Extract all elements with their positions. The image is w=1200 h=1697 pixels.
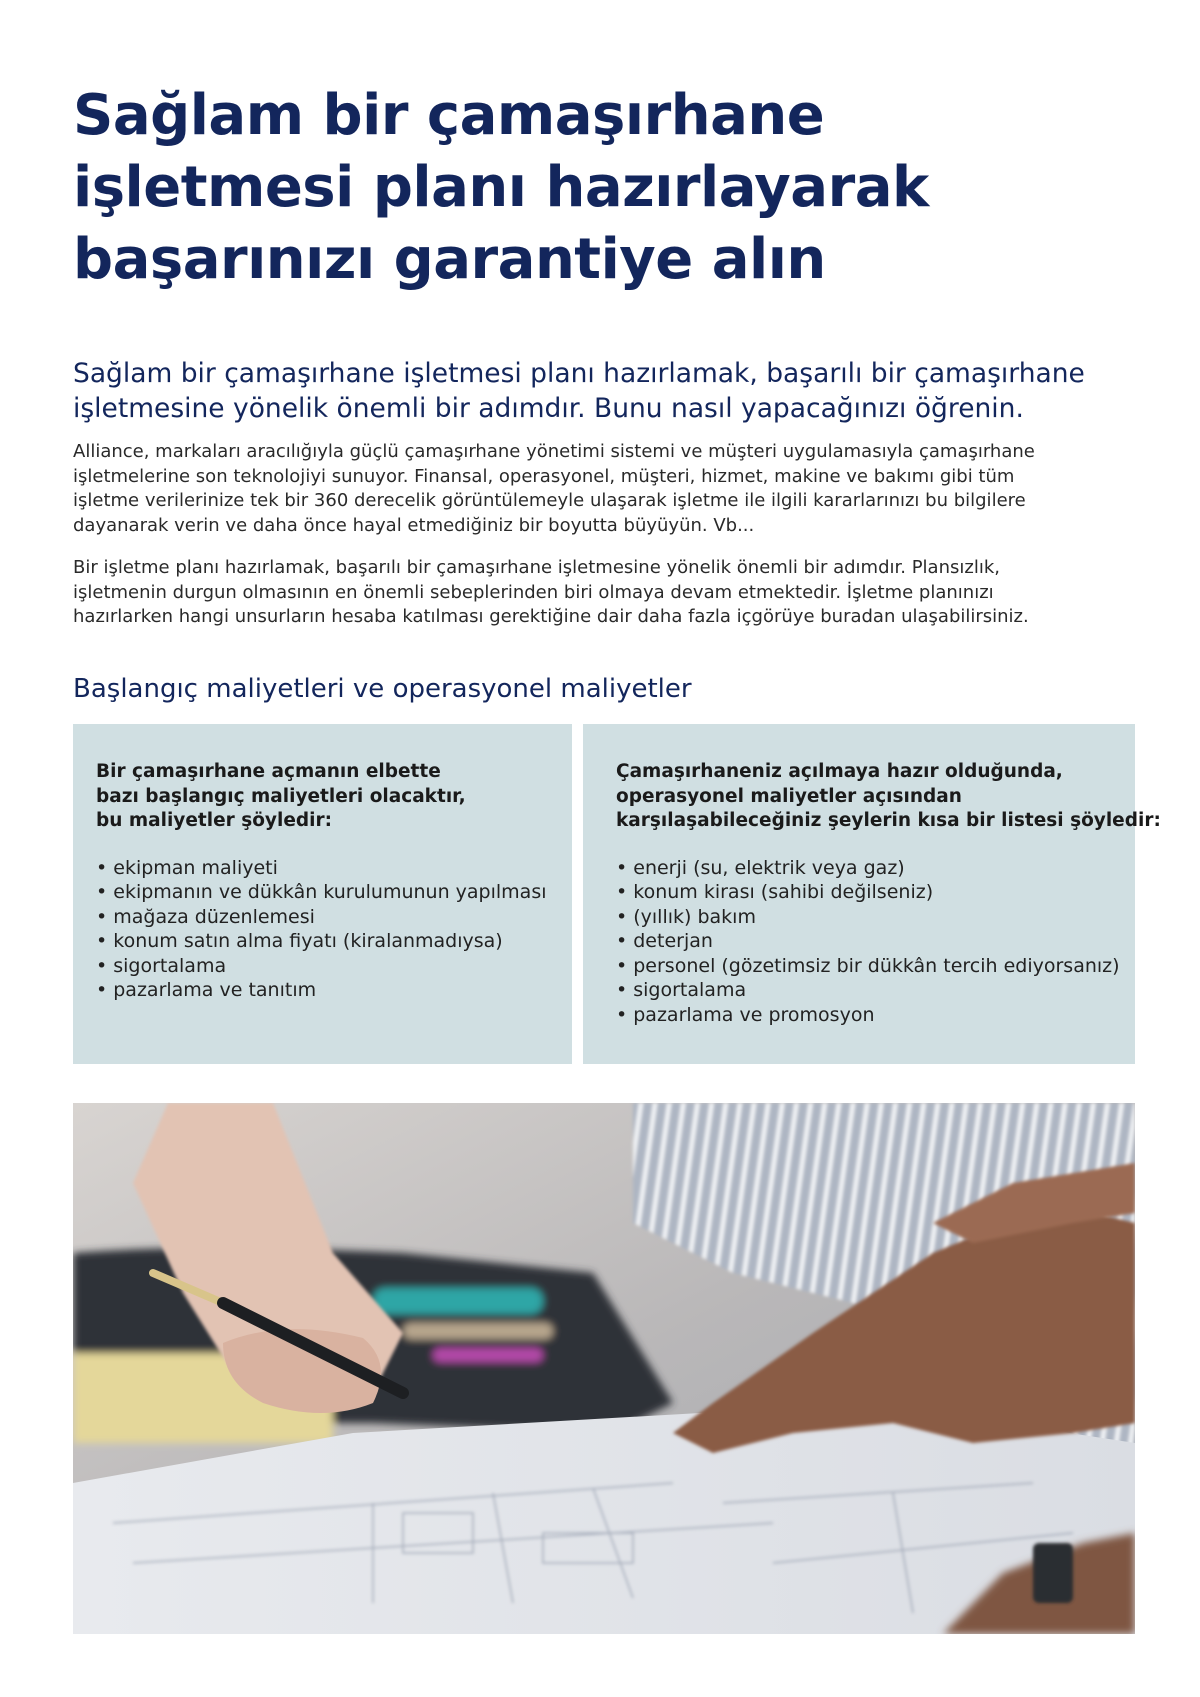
list-item: • sigortalama	[616, 978, 1135, 1003]
box-intro-line: Çamaşırhaneniz açılmaya hazır olduğunda,	[616, 761, 1063, 782]
list-item: • personel (gözetimsiz bir dükkân tercih ediyorsanız)	[616, 954, 1135, 979]
box-intro-line: karşılaşabileceğiniz şeylerin kısa bir listesi şöyledir:	[616, 810, 1161, 831]
box-intro-line: operasyonel maliyetler açısından	[616, 785, 962, 807]
list-item: • (yıllık) bakım	[616, 905, 1135, 930]
title-line: Sağlam bir çamaşırhane	[73, 83, 825, 148]
list-item: • konum satın alma fiyatı (kiralanmadıysa)	[96, 929, 572, 954]
business-plan-paragraph	[73, 556, 1135, 630]
box-intro-line: bazı başlangıç maliyetleri olacaktır,	[96, 785, 466, 807]
planning-photo	[73, 1103, 1135, 1634]
list-item: • enerji (su, elektrik veya gaz)	[616, 856, 1135, 881]
wristwatch	[1033, 1543, 1073, 1603]
operational-costs-intro	[616, 760, 1161, 834]
title-line: başarınızı garantiye alın	[73, 227, 826, 292]
paragraph-line: işletmelerine son teknolojiyi sunuyor. Finansal, operasyonel, müşteri, hizmet, makine ve bakımı gibi tüm	[73, 465, 1015, 487]
paragraph-line: işletmenin durgun olmasının en önemli sebeplerinden biri olmaya devam etmektedir. İşletme planınızı	[73, 581, 994, 603]
paragraph-line: Alliance, markaları aracılığıyla güçlü çamaşırhane yönetimi sistemi ve müşteri uygulamasıyla çamaşırhane	[73, 441, 1035, 462]
paragraph-line: dayanarak verin ve daha önce hayal etmediğiniz bir boyutta büyüyün. Vb...	[73, 514, 755, 536]
list-item: • pazarlama ve tanıtım	[96, 978, 572, 1003]
list-item: • deterjan	[616, 929, 1135, 954]
paragraph-line: işletme verilerinize tek bir 360 derecelik görüntülemeyle ulaşarak işletme ile ilgili kararlarınızı bu bilgilere	[73, 490, 1026, 511]
paragraph-line: Bir işletme planı hazırlamak, başarılı bir çamaşırhane işletmesine yönelik önemli bir adımdır. Plansızlık,	[73, 557, 1000, 578]
list-item: • konum kirası (sahibi değilseniz)	[616, 880, 1135, 905]
title-line: işletmesi planı hazırlayarak	[73, 155, 929, 220]
operational-costs-list	[616, 856, 1135, 1028]
planning-photo-illustration	[73, 1103, 1135, 1634]
box-intro-line: bu maliyetler şöyledir:	[96, 810, 332, 831]
box-intro-line: Bir çamaşırhane açmanın elbette	[96, 761, 441, 782]
page-title	[73, 80, 1073, 296]
list-item: • sigortalama	[96, 954, 572, 979]
subtitle-line: Sağlam bir çamaşırhane işletmesi planı hazırlamak, başarılı bir çamaşırhane	[73, 358, 1085, 389]
operational-costs-box	[583, 724, 1161, 1064]
intro-paragraph	[73, 440, 1135, 538]
startup-costs-intro	[96, 760, 572, 834]
list-item: • pazarlama ve promosyon	[616, 1003, 1135, 1028]
subtitle-line: işletmesine yönelik önemli bir adımdır. Bunu nasıl yapacağınızı öğrenin.	[73, 393, 1024, 424]
startup-costs-box	[73, 724, 572, 1064]
startup-costs-list	[96, 856, 572, 1003]
costs-section-heading: Başlangıç maliyetleri ve operasyonel maliyetler	[73, 674, 692, 704]
page-subtitle	[73, 356, 1135, 426]
paragraph-line: hazırlarken hangi unsurların hesaba katılması gerektiğine dair daha fazla içgörüye buradan ulaşabilirsiniz.	[73, 606, 1029, 627]
list-item: • ekipman maliyeti	[96, 856, 572, 881]
list-item: • ekipmanın ve dükkân kurulumunun yapılması	[96, 880, 572, 905]
list-item: • mağaza düzenlemesi	[96, 905, 572, 930]
